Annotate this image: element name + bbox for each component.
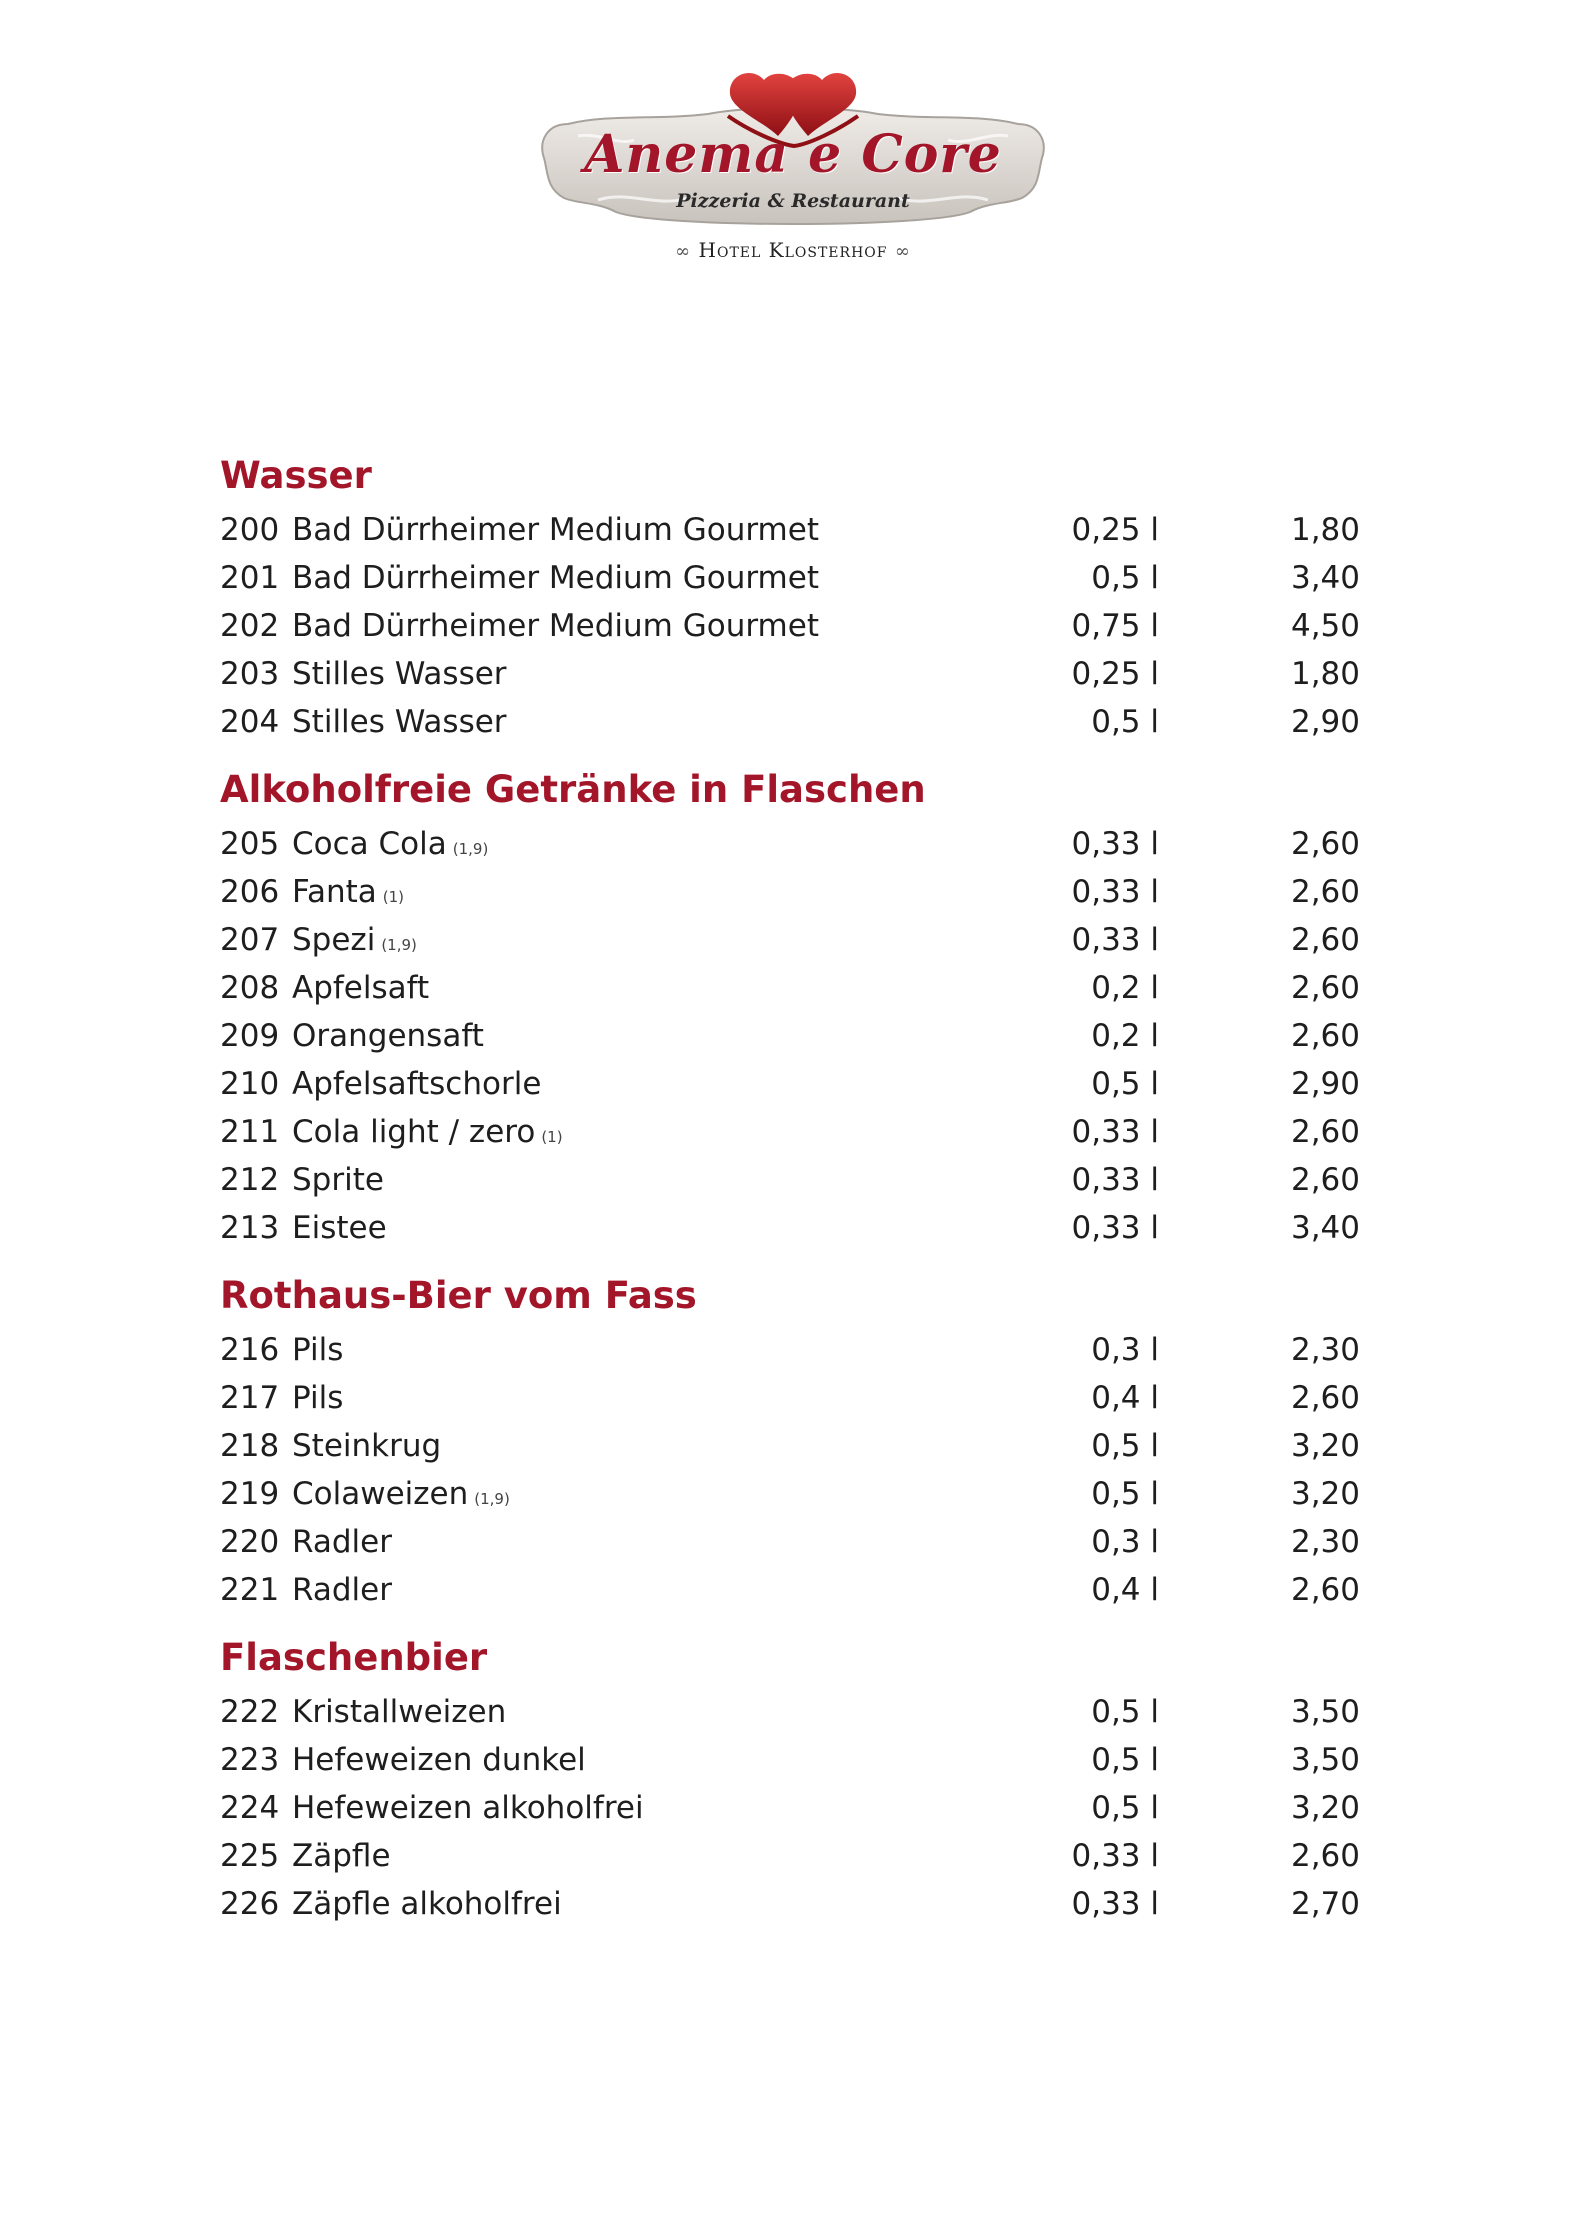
item-name-wrap (292, 964, 429, 1012)
ornament-icon: ∞ (894, 241, 911, 262)
item-name-wrap (292, 506, 819, 554)
item-price: 2,60 (1290, 826, 1360, 862)
menu-item (220, 698, 1360, 746)
item-name: Radler (292, 1524, 392, 1560)
item-number: 209 (220, 1018, 280, 1054)
menu-item (220, 602, 1360, 650)
menu-item (220, 964, 1360, 1012)
item-volume: 0,33 l (1071, 874, 1159, 910)
menu-item (220, 1784, 1360, 1832)
item-number: 222 (220, 1694, 280, 1730)
item-number: 200 (220, 512, 280, 548)
menu-item (220, 1012, 1360, 1060)
item-name-wrap (292, 1108, 563, 1161)
item-number: 210 (220, 1066, 280, 1102)
item-number: 225 (220, 1838, 280, 1874)
additive-note: (1) (541, 1128, 563, 1146)
additive-note: (1,9) (381, 936, 417, 954)
item-price: 1,80 (1290, 656, 1360, 692)
item-number: 217 (220, 1380, 280, 1416)
drinks-menu (220, 452, 1360, 1948)
item-price: 2,60 (1290, 1162, 1360, 1198)
item-name-wrap (292, 1204, 387, 1252)
item-name: Steinkrug (292, 1428, 442, 1464)
menu-item (220, 1204, 1360, 1252)
item-name: Apfelsaft (292, 970, 430, 1006)
section-title: Alkoholfreie Getränke in Flaschen (220, 768, 926, 811)
item-volume: 0,33 l (1071, 1114, 1159, 1150)
item-price: 3,20 (1290, 1790, 1360, 1826)
item-volume: 0,5 l (1091, 1694, 1159, 1730)
item-name-wrap (292, 868, 404, 921)
item-name: Stilles Wasser (292, 704, 507, 740)
item-price: 2,90 (1290, 704, 1360, 740)
item-price: 3,20 (1290, 1428, 1360, 1464)
menu-section (220, 1272, 1360, 1614)
item-number: 203 (220, 656, 280, 692)
item-number: 201 (220, 560, 280, 596)
menu-item (220, 1880, 1360, 1928)
item-name-wrap (292, 1060, 541, 1108)
item-price: 3,40 (1290, 560, 1360, 596)
menu-item (220, 1326, 1360, 1374)
item-volume: 0,33 l (1071, 1210, 1159, 1246)
section-title: Wasser (220, 454, 372, 497)
item-price: 2,60 (1290, 1572, 1360, 1608)
item-volume: 0,5 l (1091, 1428, 1159, 1464)
item-number: 221 (220, 1572, 280, 1608)
item-name-wrap (292, 1422, 441, 1470)
menu-item (220, 1060, 1360, 1108)
item-price: 2,30 (1290, 1332, 1360, 1368)
item-price: 3,50 (1290, 1694, 1360, 1730)
item-number: 207 (220, 922, 280, 958)
item-name-wrap (292, 1326, 343, 1374)
item-number: 211 (220, 1114, 280, 1150)
item-volume: 0,4 l (1091, 1572, 1159, 1608)
item-price: 3,50 (1290, 1742, 1360, 1778)
item-name-wrap (292, 1736, 586, 1784)
item-volume: 0,2 l (1091, 1018, 1159, 1054)
item-name: Pils (292, 1380, 344, 1416)
restaurant-logo (538, 62, 1048, 272)
item-name-wrap (292, 602, 819, 650)
menu-item (220, 916, 1360, 964)
item-number: 226 (220, 1886, 280, 1922)
additive-note: (1,9) (474, 1490, 510, 1508)
logo-name: Anema e Core (584, 124, 1002, 185)
item-number: 213 (220, 1210, 280, 1246)
item-volume: 0,5 l (1091, 1742, 1159, 1778)
item-name: Fanta (292, 874, 377, 910)
item-name: Bad Dürrheimer Medium Gourmet (292, 608, 819, 644)
menu-item (220, 1470, 1360, 1518)
item-price: 2,60 (1290, 1114, 1360, 1150)
item-number: 208 (220, 970, 280, 1006)
item-price: 3,40 (1290, 1210, 1360, 1246)
menu-section (220, 452, 1360, 746)
item-name: Kristallweizen (292, 1694, 507, 1730)
item-price: 2,60 (1290, 922, 1360, 958)
item-number: 212 (220, 1162, 280, 1198)
item-volume: 0,3 l (1091, 1524, 1159, 1560)
item-number: 205 (220, 826, 280, 862)
menu-item (220, 820, 1360, 868)
item-volume: 0,33 l (1071, 1162, 1159, 1198)
item-name-wrap (292, 1688, 506, 1736)
section-title: Rothaus-Bier vom Fass (220, 1274, 697, 1317)
hotel-label: Hotel Klosterhof (698, 238, 888, 262)
item-name: Bad Dürrheimer Medium Gourmet (292, 512, 819, 548)
item-name-wrap (292, 1784, 644, 1832)
item-volume: 0,5 l (1091, 704, 1159, 740)
item-price: 2,60 (1290, 1018, 1360, 1054)
menu-item (220, 554, 1360, 602)
item-volume: 0,4 l (1091, 1380, 1159, 1416)
menu-item (220, 1736, 1360, 1784)
item-price: 2,60 (1290, 970, 1360, 1006)
item-number: 219 (220, 1476, 280, 1512)
item-price: 2,70 (1290, 1886, 1360, 1922)
item-name: Zäpfle (292, 1838, 391, 1874)
item-name-wrap (292, 650, 507, 698)
item-name-wrap (292, 1470, 510, 1523)
logo-hotel-name (538, 238, 1048, 262)
item-volume: 0,5 l (1091, 560, 1159, 596)
item-number: 206 (220, 874, 280, 910)
menu-section (220, 766, 1360, 1252)
item-name: Colaweizen (292, 1476, 469, 1512)
item-name: Cola light / zero (292, 1114, 536, 1150)
item-price: 2,60 (1290, 874, 1360, 910)
item-price: 1,80 (1290, 512, 1360, 548)
menu-item (220, 1108, 1360, 1156)
item-price: 3,20 (1290, 1476, 1360, 1512)
item-name-wrap (292, 698, 507, 746)
item-price: 2,60 (1290, 1838, 1360, 1874)
item-name-wrap (292, 1012, 484, 1060)
item-name: Spezi (292, 922, 376, 958)
item-name: Bad Dürrheimer Medium Gourmet (292, 560, 819, 596)
item-price: 2,60 (1290, 1380, 1360, 1416)
menu-item (220, 1832, 1360, 1880)
item-name-wrap (292, 820, 488, 873)
item-number: 224 (220, 1790, 280, 1826)
item-volume: 0,33 l (1071, 922, 1159, 958)
item-volume: 0,5 l (1091, 1066, 1159, 1102)
item-volume: 0,25 l (1071, 512, 1159, 548)
item-name: Hefeweizen alkoholfrei (292, 1790, 644, 1826)
item-name-wrap (292, 1880, 562, 1928)
item-volume: 0,25 l (1071, 656, 1159, 692)
menu-item (220, 1422, 1360, 1470)
item-volume: 0,5 l (1091, 1790, 1159, 1826)
menu-item (220, 1156, 1360, 1204)
additive-note: (1,9) (452, 840, 489, 858)
item-name: Orangensaft (292, 1018, 484, 1054)
menu-item (220, 506, 1360, 554)
item-volume: 0,75 l (1071, 608, 1159, 644)
item-number: 223 (220, 1742, 280, 1778)
item-number: 202 (220, 608, 280, 644)
menu-item (220, 650, 1360, 698)
item-number: 216 (220, 1332, 280, 1368)
item-name-wrap (292, 554, 819, 602)
item-volume: 0,2 l (1091, 970, 1159, 1006)
menu-item (220, 868, 1360, 916)
item-number: 220 (220, 1524, 280, 1560)
item-name-wrap (292, 1566, 392, 1614)
item-volume: 0,33 l (1071, 826, 1159, 862)
item-volume: 0,33 l (1071, 1886, 1159, 1922)
ornament-icon: ∞ (675, 241, 692, 262)
item-name-wrap (292, 1156, 384, 1204)
item-name-wrap (292, 1374, 343, 1422)
item-name: Apfelsaftschorle (292, 1066, 542, 1102)
item-name: Eistee (292, 1210, 387, 1246)
item-number: 204 (220, 704, 280, 740)
menu-item (220, 1374, 1360, 1422)
logo-subtitle: Pizzeria & Restaurant (676, 190, 910, 212)
item-name: Radler (292, 1572, 392, 1608)
item-price: 2,90 (1290, 1066, 1360, 1102)
item-volume: 0,5 l (1091, 1476, 1159, 1512)
menu-item (220, 1518, 1360, 1566)
item-name: Coca Cola (292, 826, 447, 862)
additive-note: (1) (382, 888, 405, 906)
item-name: Zäpfle alkoholfrei (292, 1886, 562, 1922)
item-name: Sprite (292, 1162, 384, 1198)
menu-item (220, 1688, 1360, 1736)
item-number: 218 (220, 1428, 280, 1464)
item-name-wrap (292, 1832, 391, 1880)
item-volume: 0,3 l (1091, 1332, 1159, 1368)
menu-section (220, 1634, 1360, 1928)
item-name: Hefeweizen dunkel (292, 1742, 586, 1778)
item-volume: 0,33 l (1071, 1838, 1159, 1874)
item-name-wrap (292, 916, 417, 969)
item-price: 4,50 (1290, 608, 1360, 644)
section-title: Flaschenbier (220, 1636, 488, 1679)
item-name: Pils (292, 1332, 344, 1368)
item-name-wrap (292, 1518, 392, 1566)
item-name: Stilles Wasser (292, 656, 507, 692)
item-price: 2,30 (1290, 1524, 1360, 1560)
menu-item (220, 1566, 1360, 1614)
